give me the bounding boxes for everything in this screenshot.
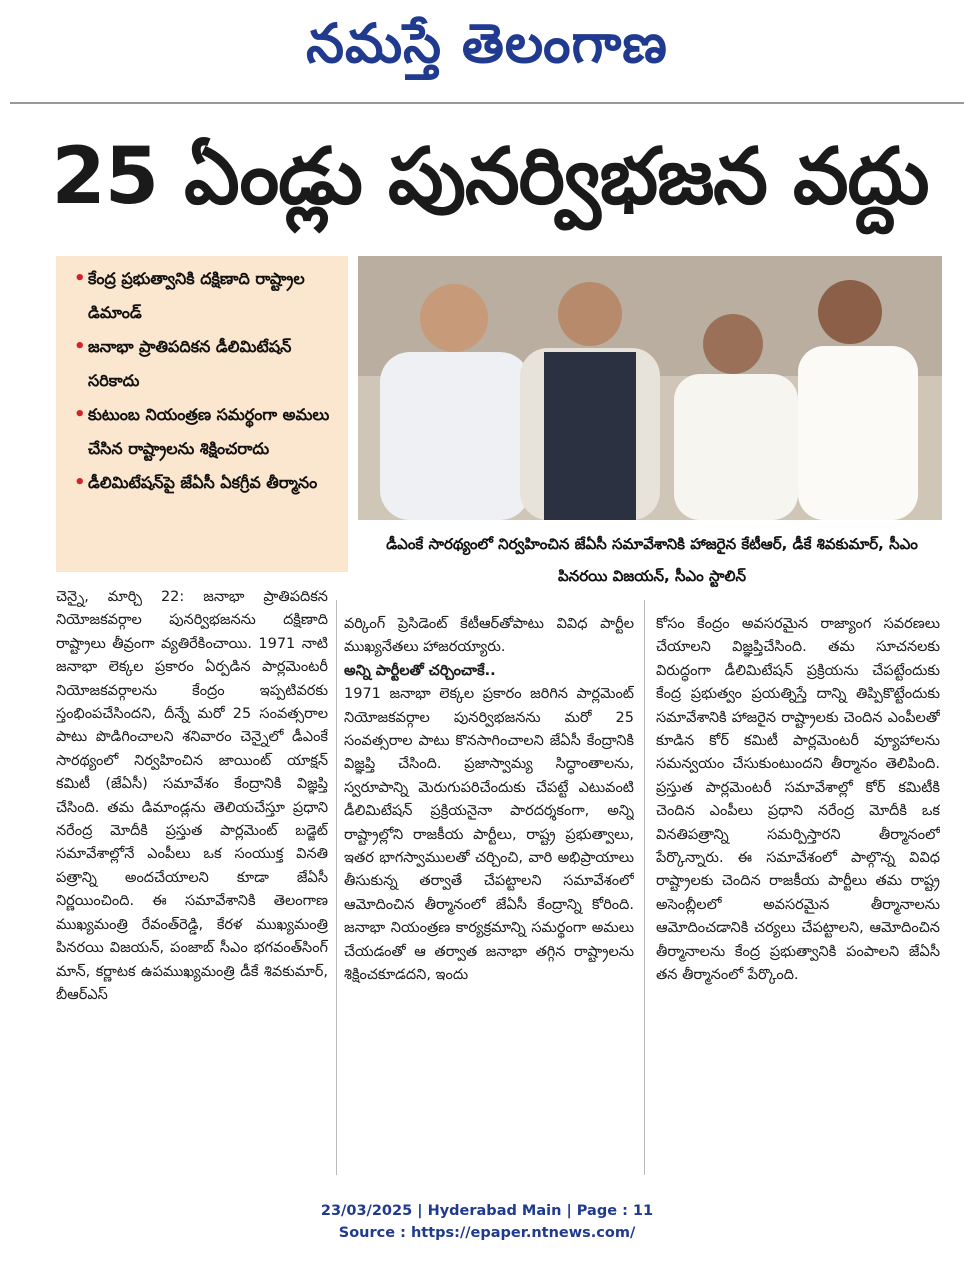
masthead-divider [10,102,964,104]
bullet-dot-icon: • [74,268,86,289]
article-paragraph: చెన్నై, మార్చి 22: జనాభా ప్రాతిపదికన నియోజకవర్గాల పునర్విభజనను దక్షిణాది రాష్ట్రాలు తీవ్రంగా వ్యతిరేకించాయి. 1971 నాటి జనాభా లెక్కల ప్రకారం ఏర్పడిన పార్లమెంటరీ నియోజకవర్గాలను కేంద్రం ఇప్పటివరకు స్తంభింపచేసిందని, దీన్నే మరో 25 సంవత్సరాల పాటు పొడిగించాలని శనివారం చెన్నైలో డీఎంకే సారథ్యంలో నిర్వహించిన జాయింట్ యాక్షన్ కమిటీ (జేఏసీ) సమావేశం కేంద్రానికి విజ్ఞప్తి చేసింది. తమ డిమాండ్లను తెలియచేస్తూ ప్రధాని నరేంద్ర మోదీకి ప్రస్తుత పార్లమెంట్ బడ్జెట్ సమావేశాల్లోనే ఎంపీలు ఒక సంయుక్త వినతి పత్రాన్ని అందచేయాలని కూడా జేఏసీ నిర్ణయించింది. ఈ సమావేశానికి తెలంగాణ ముఖ్యమంత్రి రేవంత్‌రెడ్డి, కేరళ ముఖ్యమంత్రి పినరయి విజయన్, పంజాబ్ సీఎం భగవంత్‌సింగ్ మాన్, కర్ణాటక ఉపముఖ్యమంత్రి డీకే శివకుమార్, బీఆర్‌ఎస్ [56,589,328,1003]
article-column-3 [656,613,940,1175]
news-photo-illustration [358,256,942,520]
footer [0,1200,974,1244]
column-divider [644,600,645,1175]
article-column-2 [344,613,634,1175]
article-paragraph: కోసం కేంద్రం అవసరమైన రాజ్యాంగ సవరణలు చేయాలని విజ్ఞప్తిచేసింది. తమ సూచనలకు విరుద్ధంగా డీలిమిటేషన్ ప్రక్రియను చేపట్టేందుకు కేంద్ర ప్రభుత్వం ప్రయత్నిస్తే దాన్ని తిప్పికొట్టేందుకు సమావేశానికి హాజరైన రాష్ట్రాలకు చెందిన ఎంపీలతో కూడిన కోర్ కమిటీ పార్లమెంటరీ వ్యూహాలను సమన్వయం చేసుకుంటుందని తీర్మానం తెలిపింది. ప్రస్తుత పార్లమెంటరీ సమావేశాల్లో కోర్ కమిటీకి చెందిన ఎంపీలు ప్రధాని నరేంద్ర మోదీకి ఒక వినతిపత్రాన్ని సమర్పిస్తారని తీర్మానంలో పేర్కొన్నారు. ఈ సమావేశంలో పాల్గొన్న వివిధ రాష్ట్రాలకు చెందిన రాజకీయ పార్టీలు తమ రాష్ట్ర అసెంబ్లీలలో అవసరమైన తీర్మానాలను ఆమోదించడానికి చర్యలు చేపట్టాలని, ఆమోదించిన తీర్మానాలను కేంద్ర ప్రభుత్వానికి పంపాలని జేఏసీ తన తీర్మానంలో పేర్కొంది. [656,616,940,984]
highlight-item: • డీలిమిటేషన్‌పై జేఏసీ ఏకగ్రీవ తీర్మానం [74,466,340,500]
bullet-dot-icon: • [74,404,86,425]
article-column-1 [56,586,328,1176]
highlight-item: • కేంద్ర ప్రభుత్వానికి దక్షిణాది రాష్ట్రాల డిమాండ్ [74,262,340,330]
headline: 25 ఏండ్లు పునర్విభజన వద్దు [51,132,929,222]
highlight-item: • జనాభా ప్రాతిపదికన డీలిమిటేషన్ సరికాదు [74,330,340,398]
column-divider [336,600,337,1175]
article-subhead: అన్ని పార్టీలతో చర్చించాకే.. [344,662,496,679]
bullet-dot-icon: • [74,336,86,357]
bullet-dot-icon: • [74,472,86,493]
photo-caption: డీఎంకే సారథ్యంలో నిర్వహించిన జేఏసీ సమావేశానికి హాజరైన కేటీఆర్, డీకే శివకుమార్, సీఎం పినరయి విజయన్, సీఎం స్టాలిన్ [386,535,918,585]
masthead [0,8,974,80]
highlights-box [56,256,348,572]
article-paragraph: వర్కింగ్ ప్రెసిడెంట్ కేటీఆర్‌తోపాటు వివిధ పార్టీల ముఖ్యనేతలు హాజరయ్యారు. [344,616,634,656]
highlight-item: • కుటుంబ నియంత్రణ సమర్థంగా అమలు చేసిన రాష్ట్రాలను శిక్షించరాదు [74,398,340,466]
masthead-title: నమస్తే తెలంగాణ [306,12,668,75]
footer-date-edition: 23/03/2025 | Hyderabad Main | Page : 11 [320,1203,654,1219]
article-paragraph: 1971 జనాభా లెక్కల ప్రకారం జరిగిన పార్లమెంట్ నియోజకవర్గాల పునర్విభజనను మరో 25 సంవత్సరాల పాటు కొనసాగించాలని జేఏసీ కేంద్రానికి విజ్ఞప్తి చేసింది. ప్రజాస్వామ్య సిద్ధాంతాలను, స్వరూపాన్ని మెరుగుపరిచేందుకు చేపట్టే ఎటువంటి డీలిమిటేషన్ ప్రక్రియనైనా పారదర్శకంగా, అన్ని రాష్ట్రాల్లోని రాజకీయ పార్టీలు, రాష్ట్ర ప్రభుత్వాలు, ఇతర భాగస్వాములతో చర్చించి, వారి అభిప్రాయాలు తీసుకున్న తర్వాతే చేపట్టాలని సమావేశంలో ఆమోదించిన తీర్మానంలో జేఏసీ కేంద్రాన్ని కోరింది. జనాభా నియంత్రణ కార్యక్రమాన్ని సమర్థంగా అమలు చేయడంతో ఆ తర్వాత జనాభా తగ్గిన రాష్ట్రాలను శిక్షించకూడదని, ఇందు [344,686,634,984]
footer-source: Source : https://epaper.ntnews.com/ [338,1225,636,1241]
news-photo [358,256,942,520]
